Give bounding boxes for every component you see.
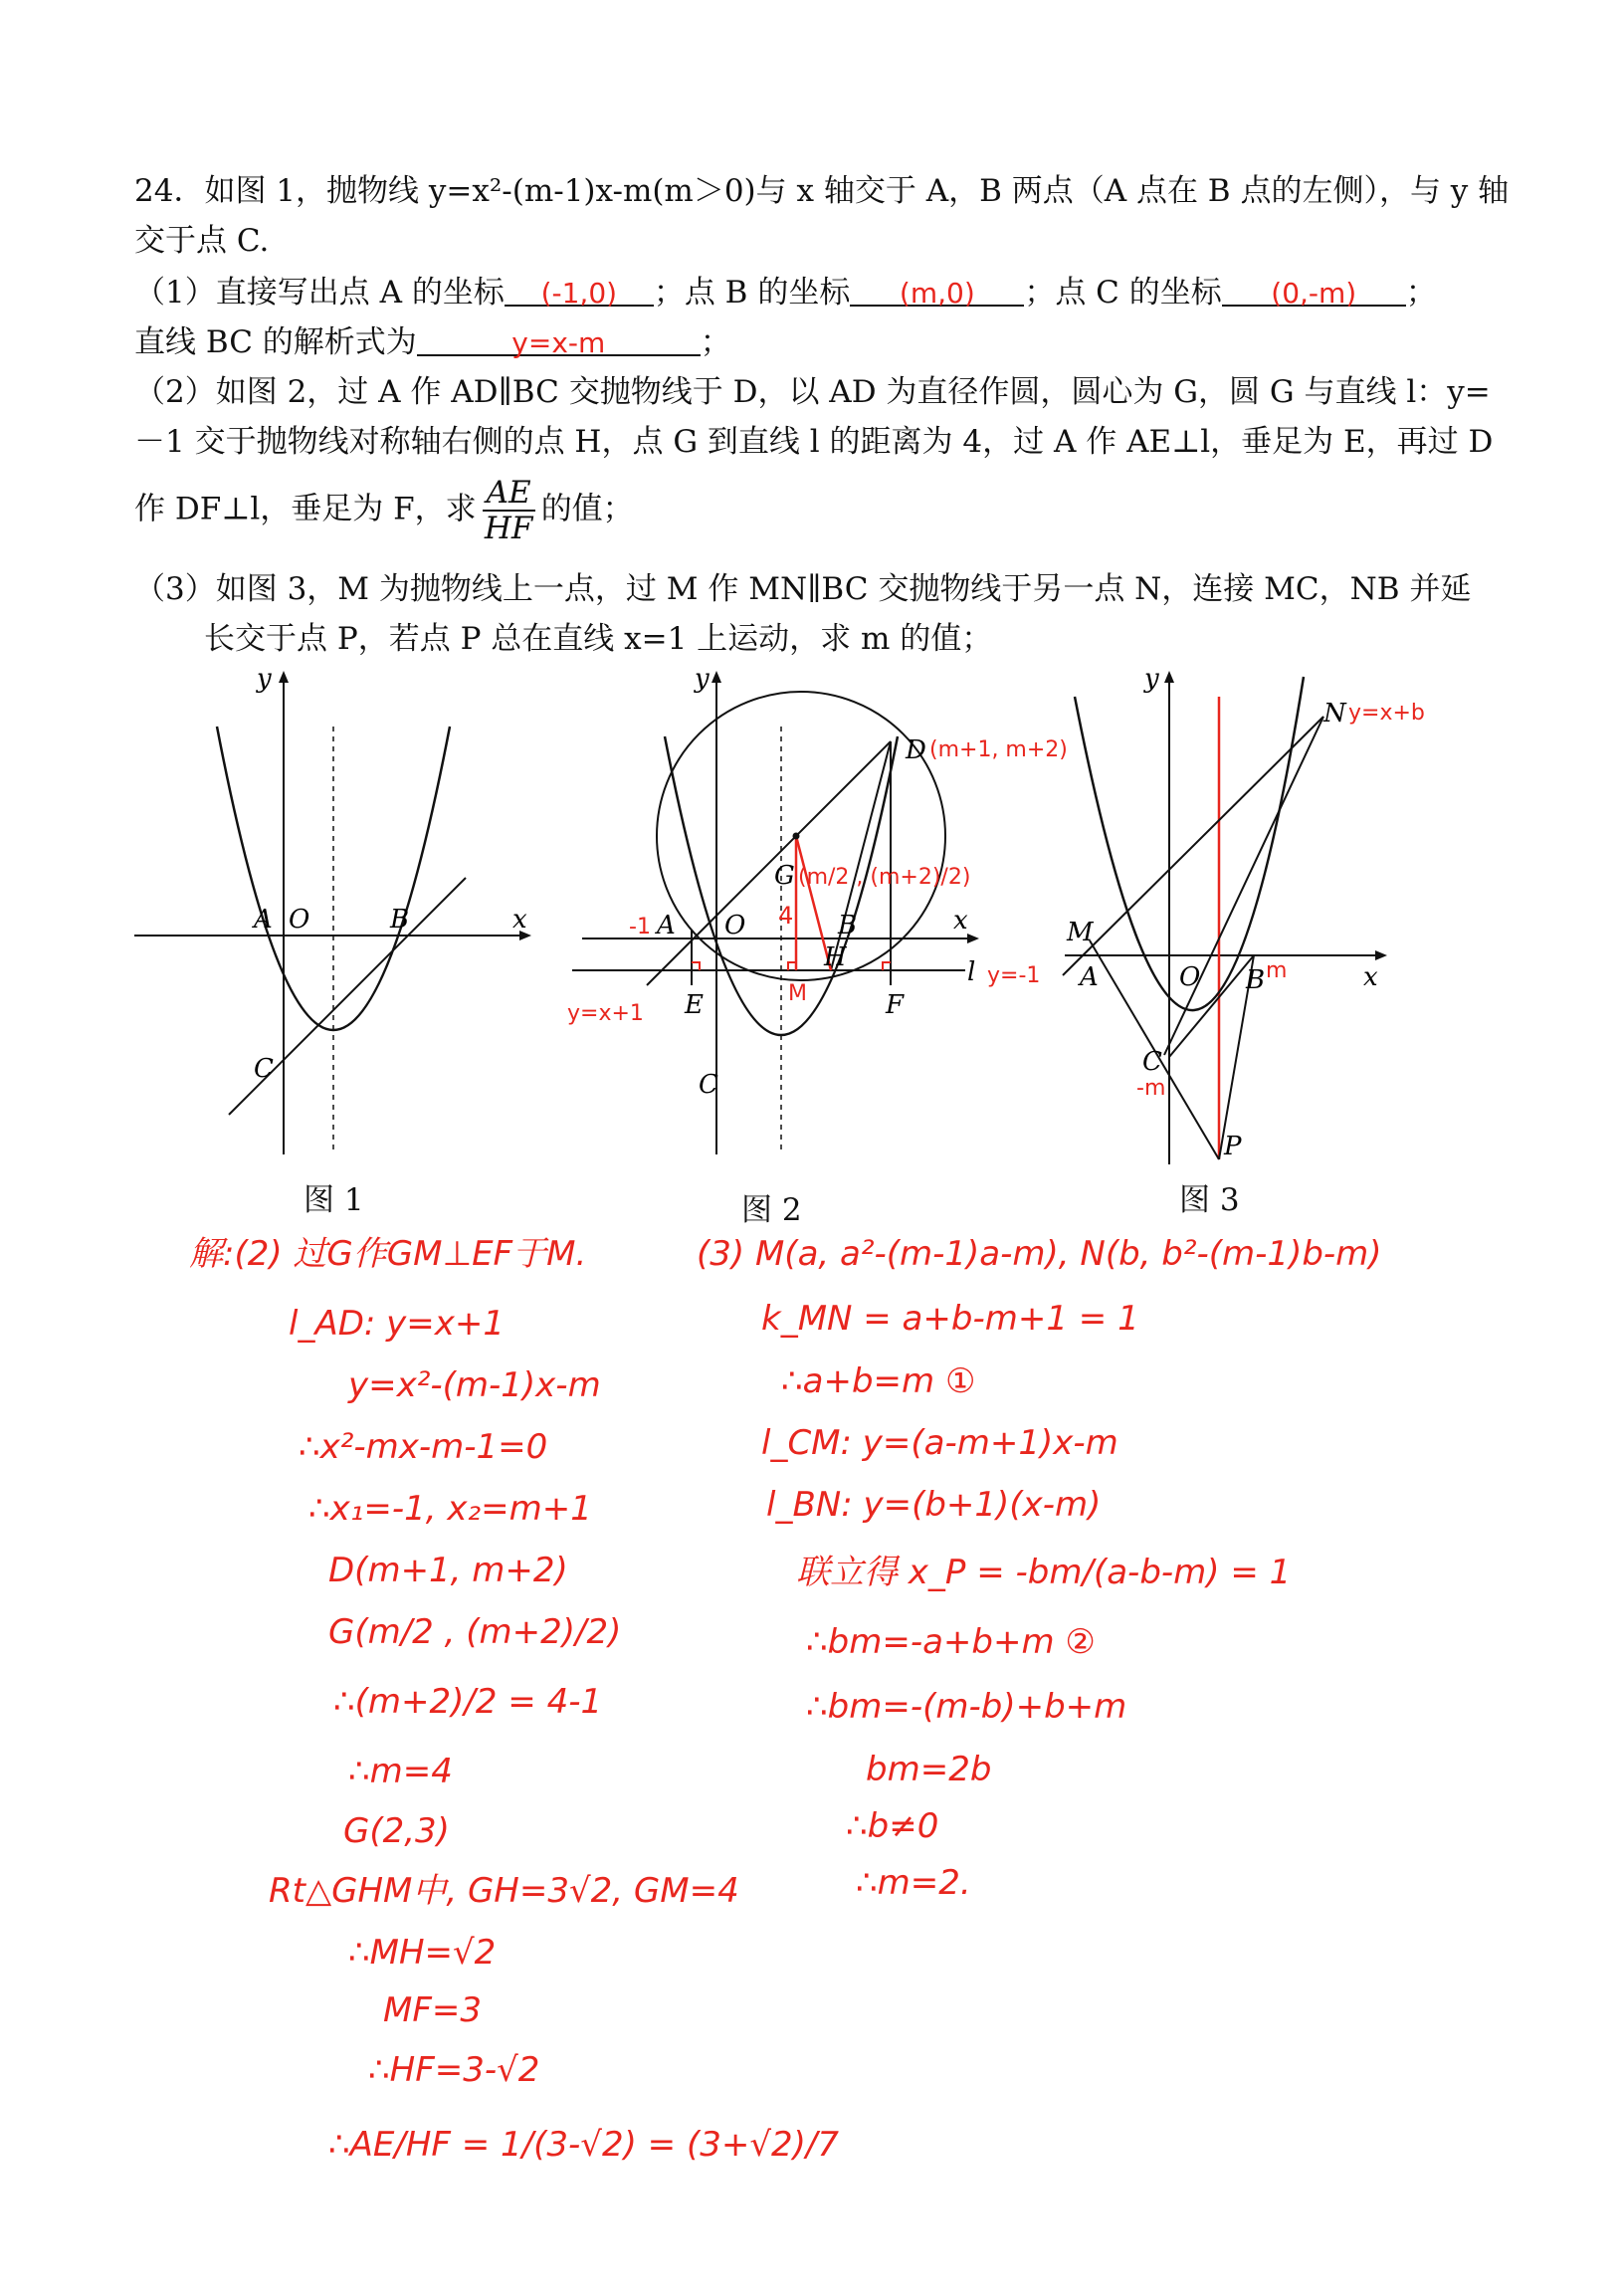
- fig2-note-line-l: y=-1: [987, 963, 1041, 988]
- fig2-point-g: [793, 833, 800, 840]
- answer-blank-c: [1222, 271, 1406, 310]
- fig3-note-b-m: m: [1266, 958, 1288, 983]
- answer-b: (m,0): [899, 277, 975, 310]
- fig3-note-c-m: -m: [1136, 1076, 1166, 1101]
- fig2-label-e: E: [685, 990, 704, 1020]
- problem-line-1: 24．如图 1，抛物线 y=x²-(m-1)x-m(m＞0)与 x 轴交于 A，B 两点（A 点在 B 点的左侧），与 y 轴: [134, 173, 1510, 209]
- answer-c: (0,-m): [1271, 277, 1357, 310]
- figure-3: [1045, 657, 1483, 1174]
- q1-bc-end: ；: [700, 324, 731, 360]
- fig3-label-c: C: [1142, 1047, 1162, 1077]
- solution-left-15: ∴AE/HF = 1/(3-√2) = (3+√2)/7: [328, 2125, 840, 2165]
- solution-right-2: k_MN = a+b-m+1 = 1: [761, 1299, 1139, 1339]
- answer-blank-a: [505, 271, 654, 310]
- solution-right-1: (3) M(a, a²-(m-1)a-m), N(b, b²-(m-1)b-m): [697, 1234, 1382, 1274]
- solution-right-4: l_CM: y=(a-m+1)x-m: [761, 1423, 1118, 1463]
- solution-left-4: ∴x²-mx-m-1=0: [299, 1427, 548, 1467]
- fig1-label-a: A: [254, 905, 273, 935]
- answer-a: (-1,0): [540, 277, 618, 310]
- figure-2: [557, 657, 1075, 1174]
- question-2-line-2: －1 交于抛物线对称轴右侧的点 H，点 G 到直线 l 的距离为 4，过 A 作 AE⊥l，垂足为 E，再过 D: [134, 424, 1494, 460]
- solution-left-2: l_AD: y=x+1: [289, 1304, 505, 1344]
- fig2-label-b: B: [838, 911, 858, 940]
- solution-left-7: G(m/2 , (m+2)/2): [328, 1612, 622, 1652]
- solution-left-1: 解:(2) 过G作GM⊥EF于M.: [189, 1234, 587, 1274]
- fig2-note-m: M: [788, 981, 807, 1006]
- answer-blank-bc: [417, 320, 701, 359]
- solution-right-11: ∴m=2.: [856, 1863, 971, 1903]
- fig2-label-d: D: [906, 735, 926, 765]
- solution-left-9: ∴m=4: [348, 1752, 453, 1791]
- fig2-label-h: H: [824, 942, 847, 972]
- fig2-note-4: 4: [778, 902, 794, 930]
- fraction-top: AE: [483, 476, 535, 512]
- fig2-circle-g: [657, 692, 945, 980]
- question-1: [134, 271, 1437, 314]
- solution-right-6: 联立得 x_P = -bm/(a-b-m) = 1: [796, 1553, 1292, 1592]
- q1-label-c: ；点 C 的坐标: [1024, 275, 1222, 311]
- q1-bc-label: 直线 BC 的解析式为: [134, 324, 417, 360]
- question-1-line-2: [134, 320, 731, 364]
- answer-blank-b: [850, 271, 1024, 310]
- solution-right-5: l_BN: y=(b+1)(x-m): [766, 1485, 1102, 1525]
- fig3-label-p: P: [1224, 1132, 1242, 1161]
- q1-label-d: ；: [1405, 275, 1437, 311]
- fig2-label-c: C: [699, 1070, 718, 1100]
- solution-left-14: ∴HF=3-√2: [368, 2050, 540, 2090]
- solution-left-6: D(m+1, m+2): [328, 1551, 568, 1590]
- question-2-line-3: [134, 476, 634, 545]
- solution-left-11: Rt△GHM中, GH=3√2, GM=4: [269, 1871, 739, 1911]
- figure-3-caption: 图 3: [1179, 1182, 1240, 1218]
- fig3-label-b: B: [1246, 965, 1266, 995]
- fig2-note-line-ad: y=x+1: [567, 1001, 644, 1026]
- fig2-line-ad: [647, 741, 891, 985]
- solution-right-3: ∴a+b=m ①: [781, 1361, 976, 1401]
- fig3-note-n-line: y=x+b: [1348, 701, 1425, 726]
- solution-right-8: ∴bm=-(m-b)+b+m: [806, 1687, 1127, 1727]
- figure-2-caption: 图 2: [741, 1192, 802, 1228]
- fig1-label-y: y: [257, 664, 272, 694]
- fig3-label-x: x: [1363, 962, 1378, 992]
- fig2-g-coord: (m/2 , (m+2)/2): [798, 865, 971, 890]
- fig2-label-g: G: [774, 861, 795, 891]
- solution-right-7: ∴bm=-a+b+m ②: [806, 1622, 1096, 1662]
- fraction-bottom: HF: [484, 511, 533, 546]
- fig2-label-l: l: [967, 957, 976, 987]
- solution-left-12: ∴MH=√2: [348, 1933, 497, 1973]
- question-3-line-2: 长交于点 P，若点 P 总在直线 x=1 上运动，求 m 的值；: [204, 621, 993, 657]
- fig2-label-x: x: [953, 906, 968, 936]
- solution-left-8: ∴(m+2)/2 = 4-1: [333, 1682, 603, 1722]
- solution-left-5: ∴x₁=-1, x₂=m+1: [308, 1489, 592, 1529]
- fig1-label-x: x: [512, 905, 527, 935]
- solution-left-13: MF=3: [383, 1990, 483, 2030]
- q2-text-a: 作 DF⊥l，垂足为 F，求: [134, 491, 477, 527]
- fig2-label-y: y: [695, 664, 710, 694]
- fig1-label-o: O: [289, 905, 310, 935]
- solution-left-10: G(2,3): [343, 1811, 450, 1851]
- fig3-label-m: M: [1067, 918, 1094, 947]
- fig2-note-neg1: -1: [629, 915, 651, 939]
- fig3-line-nb-ext: [1164, 717, 1323, 1055]
- question-2-line-1: （2）如图 2，过 A 作 AD∥BC 交抛物线于 D，以 AD 为直径作圆，圆心为 G，圆 G 与直线 l：y=: [134, 374, 1491, 410]
- fraction-ae-hf: [483, 476, 535, 545]
- fig2-label-f: F: [886, 990, 905, 1020]
- fig2-label-a: A: [657, 911, 676, 940]
- question-3-line-1: （3）如图 3，M 为抛物线上一点，过 M 作 MN∥BC 交抛物线于另一点 N，连接 MC，NB 并延: [134, 571, 1472, 607]
- fig2-d-coord: (m+1, m+2): [929, 737, 1068, 762]
- solution-left-3: y=x²-(m-1)x-m: [348, 1365, 601, 1405]
- q2-text-b: 的值；: [540, 491, 634, 527]
- fig2-label-o: O: [724, 911, 746, 940]
- figure-1: [129, 657, 547, 1174]
- fig3-label-n: N: [1323, 699, 1346, 729]
- solution-right-10: ∴b≠0: [846, 1806, 939, 1846]
- figure-1-caption: 图 1: [304, 1182, 364, 1218]
- fig1-label-b: B: [390, 905, 410, 935]
- q1-label-b: ；点 B 的坐标: [653, 275, 851, 311]
- fig3-label-o: O: [1179, 962, 1201, 992]
- answer-bc: y=x-m: [511, 326, 606, 359]
- fig3-line-mn: [1063, 717, 1323, 975]
- fig3-label-y: y: [1144, 664, 1159, 694]
- solution-right-9: bm=2b: [866, 1750, 992, 1789]
- fig3-label-a: A: [1080, 962, 1099, 992]
- fig1-label-c: C: [254, 1054, 274, 1084]
- q1-label-a: （1）直接写出点 A 的坐标: [134, 275, 505, 311]
- problem-line-2: 交于点 C.: [134, 223, 270, 259]
